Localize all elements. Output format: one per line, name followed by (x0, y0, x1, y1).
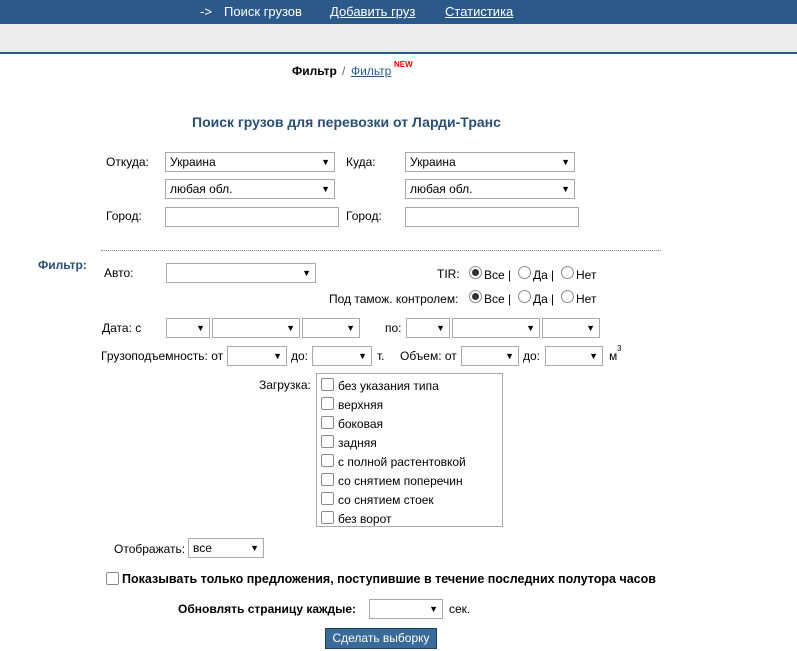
chevron-down-icon: ▼ (526, 323, 535, 333)
date-to-label: по: (385, 321, 402, 335)
volume-from-select[interactable] (461, 346, 519, 366)
customs-yes-label: Да (533, 292, 548, 306)
date-to-year-select[interactable] (542, 318, 600, 338)
tir-label: TIR: (437, 267, 460, 281)
customs-no-radio[interactable] (561, 290, 574, 303)
display-select[interactable]: все ▼ (188, 538, 264, 558)
loading-type-checkbox[interactable] (321, 492, 334, 505)
refresh-interval-select[interactable] (369, 599, 443, 619)
chevron-down-icon: ▼ (196, 323, 205, 333)
customs-no-label: Нет (576, 292, 597, 306)
loading-type-label: боковая (338, 417, 384, 431)
header-divider (0, 52, 797, 54)
loading-types-list (316, 373, 503, 527)
date-from-year-select[interactable] (302, 318, 360, 338)
separator: | (551, 292, 555, 306)
loading-type-label: без указания типа (338, 379, 439, 393)
tir-no-radio[interactable] (561, 266, 574, 279)
nav-add-cargo-link[interactable]: Добавить груз (330, 4, 416, 19)
loading-type-checkbox[interactable] (321, 454, 334, 467)
display-label: Отображать: (114, 542, 186, 556)
chevron-down-icon: ▼ (561, 157, 570, 167)
loading-type-label: с полной растентовкой (338, 455, 466, 469)
from-country-select[interactable]: Украина ▼ (165, 152, 335, 172)
capacity-from-select[interactable] (227, 346, 287, 366)
capacity-to-label: до: (291, 349, 309, 363)
chevron-down-icon: ▼ (589, 351, 598, 361)
chevron-down-icon: ▼ (321, 184, 330, 194)
auto-label: Авто: (104, 266, 134, 280)
recent-only-label: Показывать только предложения, поступившие в течение последних полутора часов (122, 572, 656, 586)
tir-yes-label: Да (533, 268, 548, 282)
to-city-input[interactable] (405, 207, 579, 227)
tir-all-label: Все (484, 268, 505, 282)
chevron-down-icon: ▼ (302, 268, 311, 278)
chevron-down-icon: ▼ (321, 157, 330, 167)
date-from-month-select[interactable] (212, 318, 300, 338)
loading-type-checkbox[interactable] (321, 473, 334, 486)
loading-type-checkbox[interactable] (321, 378, 334, 391)
top-nav-bar (0, 0, 797, 24)
submit-button[interactable]: Сделать выборку (325, 628, 437, 649)
capacity-to-select[interactable] (312, 346, 372, 366)
from-city-label: Город: (106, 209, 142, 223)
customs-all-label: Все (484, 292, 505, 306)
separator: | (508, 268, 512, 282)
date-from-day-select[interactable] (166, 318, 210, 338)
auto-select[interactable] (166, 263, 316, 283)
loading-type-label: задняя (338, 436, 377, 450)
page-title: Поиск грузов для перевозки от Ларди-Транс (192, 114, 501, 130)
chevron-down-icon: ▼ (505, 351, 514, 361)
loading-type-checkbox[interactable] (321, 416, 334, 429)
recent-only-checkbox[interactable] (106, 572, 119, 585)
loading-type-label: верхняя (338, 398, 384, 412)
from-city-input[interactable] (165, 207, 339, 227)
volume-to-select[interactable] (545, 346, 603, 366)
volume-unit-superscript: 3 (617, 344, 622, 353)
chevron-down-icon: ▼ (429, 604, 438, 614)
chevron-down-icon: ▼ (586, 323, 595, 333)
chevron-down-icon: ▼ (358, 351, 367, 361)
to-label: Куда: (346, 155, 376, 169)
chevron-down-icon: ▼ (250, 543, 259, 553)
to-city-label: Город: (346, 209, 382, 223)
nav-search-cargo: Поиск грузов (224, 4, 302, 19)
refresh-unit: сек. (449, 602, 471, 616)
filter-heading: Фильтр: (38, 258, 87, 272)
capacity-unit: т. (377, 349, 385, 363)
separator: | (508, 292, 512, 306)
date-to-month-select[interactable] (452, 318, 540, 338)
current-page-arrow: -> (200, 4, 212, 19)
volume-from-label: Объем: от (400, 349, 457, 363)
loading-label: Загрузка: (259, 378, 311, 392)
loading-type-checkbox[interactable] (321, 435, 334, 448)
date-to-day-select[interactable] (406, 318, 450, 338)
chevron-down-icon: ▼ (286, 323, 295, 333)
tab-filter-active: Фильтр (292, 64, 337, 78)
loading-type-label: без ворот (338, 512, 392, 526)
loading-type-checkbox[interactable] (321, 397, 334, 410)
chevron-down-icon: ▼ (273, 351, 282, 361)
capacity-from-label: Грузоподъемность: от (101, 349, 224, 363)
sub-header-bar (0, 24, 797, 52)
tab-filter-new-link[interactable]: Фильтр (351, 64, 392, 78)
chevron-down-icon: ▼ (561, 184, 570, 194)
tir-yes-radio[interactable] (518, 266, 531, 279)
volume-to-label: до: (523, 349, 541, 363)
loading-type-checkbox[interactable] (321, 511, 334, 524)
volume-unit: м (609, 349, 618, 363)
refresh-label: Обновлять страницу каждые: (178, 602, 357, 616)
to-country-select[interactable]: Украина ▼ (405, 152, 575, 172)
from-label: Откуда: (106, 155, 149, 169)
loading-type-label: со снятием поперечин (338, 474, 463, 488)
chevron-down-icon: ▼ (346, 323, 355, 333)
tir-all-radio[interactable] (469, 266, 482, 279)
separator: | (551, 268, 555, 282)
section-divider (101, 250, 661, 251)
customs-label: Под тамож. контролем: (329, 292, 459, 306)
tab-separator: / (342, 64, 346, 78)
new-badge: NEW (394, 60, 413, 69)
date-from-label: Дата: с (102, 321, 142, 335)
chevron-down-icon: ▼ (436, 323, 445, 333)
from-region-select[interactable]: любая обл. ▼ (165, 179, 335, 199)
loading-type-label: со снятием стоек (338, 493, 434, 507)
customs-all-radio[interactable] (469, 290, 482, 303)
to-region-select[interactable]: любая обл. ▼ (405, 179, 575, 199)
nav-statistics-link[interactable]: Статистика (445, 4, 514, 19)
tir-no-label: Нет (576, 268, 597, 282)
customs-yes-radio[interactable] (518, 290, 531, 303)
